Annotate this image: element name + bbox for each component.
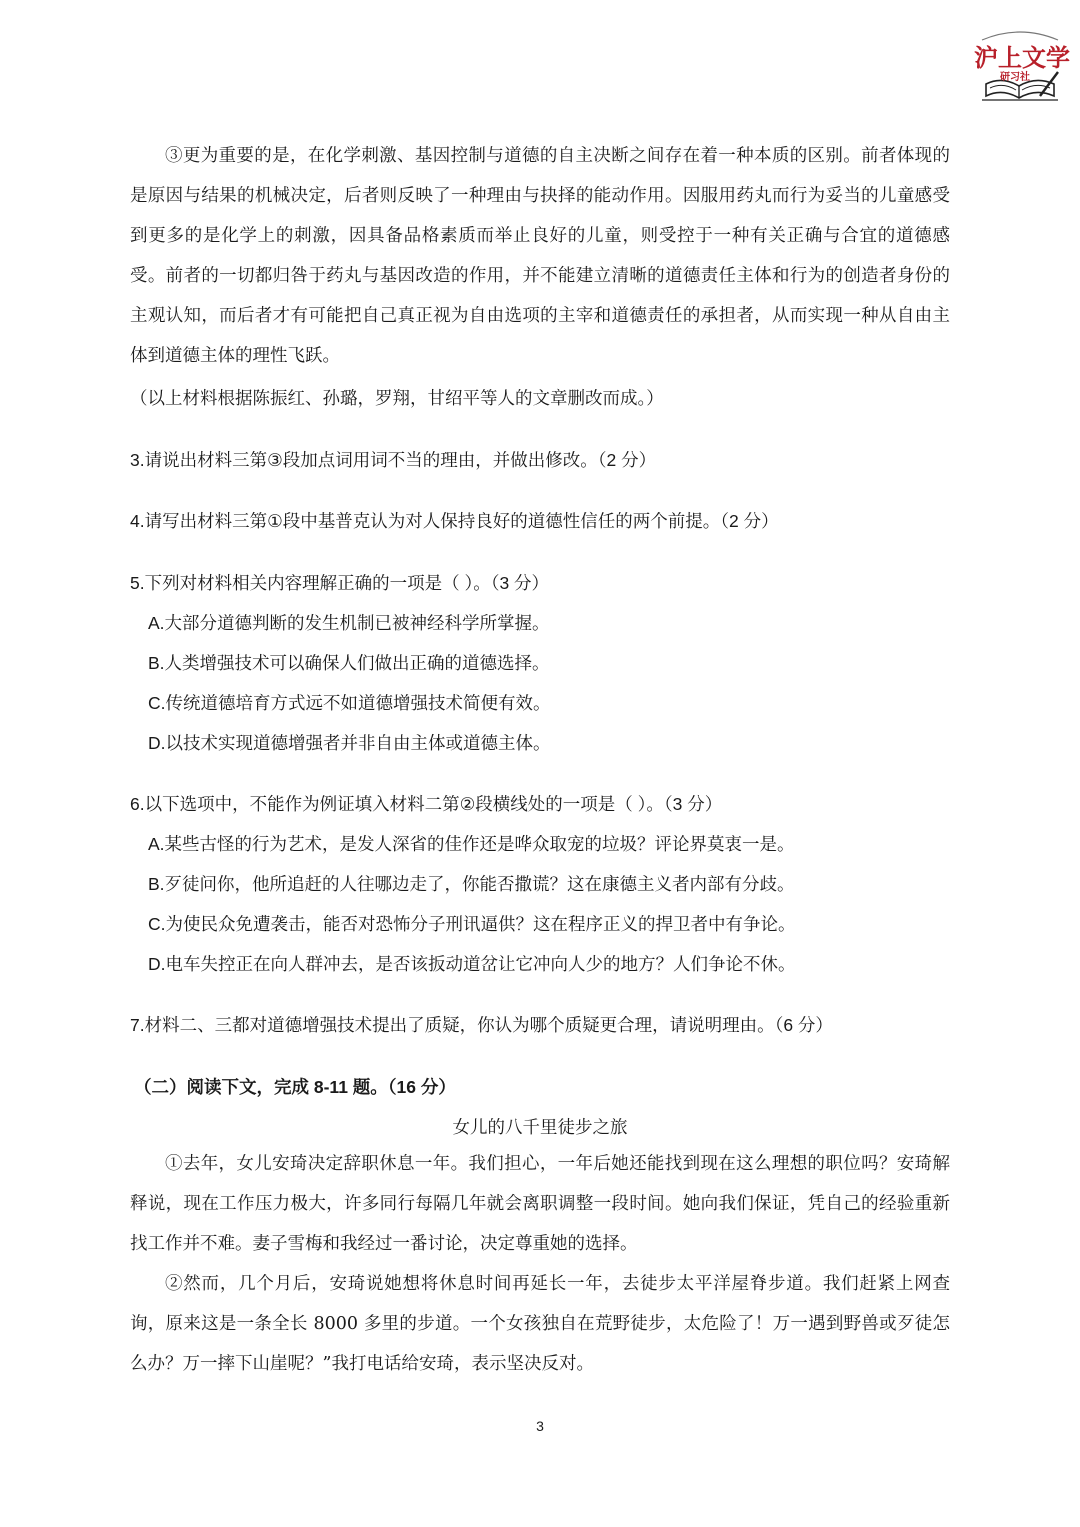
logo-title: 沪上文学 [974,43,1070,72]
question-4: 4.请写出材料三第①段中基普克认为对人保持良好的道德性信任的两个前提。（2 分） [130,511,779,531]
question-6-option-a: A.某些古怪的行为艺术，是发人深省的佳作还是哗众取宠的垃圾？评论界莫衷一是。 [148,834,795,854]
question-5-option-a: A.大部分道德判断的发生机制已被神经科学所掌握。 [148,613,550,633]
question-6-option-d: D.电车失控正在向人群冲去，是否该扳动道岔让它冲向人少的地方？人们争论不休。 [148,954,796,974]
question-5-option-b: B.人类增强技术可以确保人们做出正确的道德选择。 [148,653,550,673]
question-5-option-c: C.传统道德培育方式远不如道德增强技术简便有效。 [148,693,551,713]
question-6-option-c: C.为使民众免遭袭击，能否对恐怖分子刑讯逼供？这在程序正义的捍卫者中有争论。 [148,914,796,934]
logo-subtitle: 研习社 [1000,72,1030,83]
question-5-option-d: D.以技术实现道德增强者并非自由主体或道德主体。 [148,733,551,753]
question-6-option-b: B.歹徒问你，他所追赶的人往哪边走了，你能否撒谎？这在康德主义者内部有分歧。 [148,874,795,894]
publisher-logo [970,26,1070,104]
material-source: （以上材料根据陈振红、孙璐，罗翔，甘绍平等人的文章删改而成。） [130,389,664,409]
page-number: 3 [536,1418,544,1434]
article-paragraph-1: ①去年，女儿安琦决定辞职休息一年。我们担心，一年后她还能找到现在这么理想的职位吗？安琦解释说，现在工作压力极大，许多同行每隔几年就会离职调整一段时间。她向我们保证，凭自己的经验重新找工作并不难。妻子雪梅和我经过一番讨论，决定尊重她的选择。 [130,1154,950,1254]
material-paragraph-3: ③更为重要的是，在化学刺激、基因控制与道德的自主决断之间存在着一种本质的区别。前者体现的是原因与结果的机械决定，后者则反映了一种理由与抉择的能动作用。因服用药丸而行为妥当的儿童感受到更多的是化学上的刺激，因具备品格素质而举止良好的儿童，则受控于一种有关正确与合宜的道德感受。前者的一切都归咎于药丸与基因改造的作用，并不能建立清晰的道德责任主体和行为的创造者身份的主观认知，而后者才有可能把自己真正视为自由选项的主宰和道德责任的承担者，从而实现一种从自由主体到道德主体的理性飞跃。 [130,146,950,366]
section-2-heading: （二）阅读下文，完成 8-11 题。（16 分） [134,1077,456,1097]
article-title: 女儿的八千里徒步之旅 [452,1118,628,1138]
article-paragraph-2: ②然而，几个月后，安琦说她想将休息时间再延长一年，去徒步太平洋屋脊步道。我们赶紧上网查询，原来这是一条全长 8000 多里的步道。一个女孩独自在荒野徒步，太危险了！万一遇到野兽或歹徒怎么办？万一摔下山崖呢？”我打电话给安琦，表示坚决反对。 [130,1274,950,1374]
question-5: 5.下列对材料相关内容理解正确的一项是（ ）。（3 分） [130,573,550,593]
question-7: 7.材料二、三都对道德增强技术提出了质疑，你认为哪个质疑更合理，请说明理由。（6 分） [130,1015,833,1035]
question-6: 6.以下选项中，不能作为例证填入材料二第②段横线处的一项是（ ）。（3 分） [130,794,723,814]
question-3: 3.请说出材料三第③段加点词用词不当的理由，并做出修改。（2 分） [130,450,657,470]
